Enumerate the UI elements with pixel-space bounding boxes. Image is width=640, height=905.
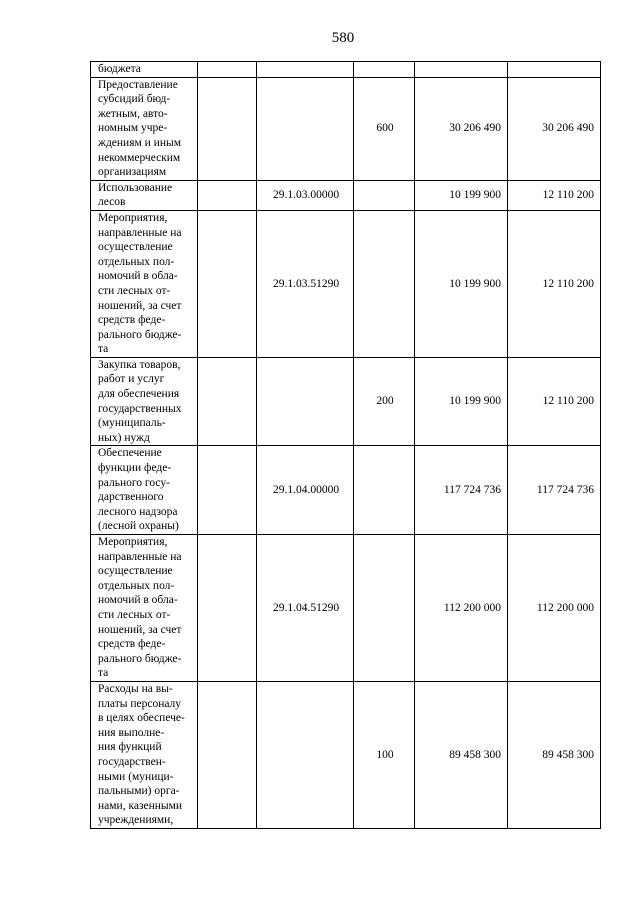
row-vr-cell: [354, 180, 415, 210]
row-sum1-cell: 112 200 000: [415, 535, 508, 682]
row-sum1-cell: 10 199 900: [415, 210, 508, 357]
row-vr-cell: 600: [354, 77, 415, 180]
row-ws-cell: [198, 62, 257, 78]
row-sum1-cell: 117 724 736: [415, 446, 508, 535]
row-name-cell: Использование лесов: [91, 180, 198, 210]
row-vr-cell: 200: [354, 357, 415, 446]
row-code-cell: [257, 357, 354, 446]
table-row: [91, 210, 601, 357]
row-sum1-cell: 89 458 300: [415, 681, 508, 828]
row-ws-cell: [198, 681, 257, 828]
row-name-cell: Мероприятия, направленные на осуществление отдельных пол- номочий в обла- сти лесных от- ношений, за счет средств феде- рального бюдже- та: [91, 535, 198, 682]
table-row: [91, 62, 601, 78]
table-row: [91, 77, 601, 180]
table-row: [91, 681, 601, 828]
row-vr-cell: [354, 446, 415, 535]
table-row: [91, 357, 601, 446]
page-number: 580: [331, 30, 355, 46]
row-ws-cell: [198, 180, 257, 210]
row-sum2-cell: 12 110 200: [508, 357, 601, 446]
row-code-cell: 29.1.03.00000: [257, 180, 354, 210]
table-row: [91, 535, 601, 682]
row-sum2-cell: 117 724 736: [508, 446, 601, 535]
row-ws-cell: [198, 446, 257, 535]
row-ws-cell: [198, 535, 257, 682]
row-name-cell: Предоставление субсидий бюд- жетным, авто- номным учре- ждениям и иным некоммерческим организациям: [91, 77, 198, 180]
row-sum2-cell: 12 110 200: [508, 210, 601, 357]
row-ws-cell: [198, 357, 257, 446]
row-name-cell: Закупка товаров, работ и услуг для обеспечения государственных (муниципаль- ных) нужд: [91, 357, 198, 446]
row-vr-cell: 100: [354, 681, 415, 828]
row-sum2-cell: 112 200 000: [508, 535, 601, 682]
row-ws-cell: [198, 77, 257, 180]
row-sum1-cell: [415, 62, 508, 78]
row-code-cell: [257, 77, 354, 180]
table-row: [91, 446, 601, 535]
row-code-cell: [257, 681, 354, 828]
row-sum1-cell: 30 206 490: [415, 77, 508, 180]
row-code-cell: [257, 62, 354, 78]
row-sum2-cell: 30 206 490: [508, 77, 601, 180]
row-name-cell: Мероприятия, направленные на осуществление отдельных пол- номочий в обла- сти лесных от- ношений, за счет средств феде- рального бюдже- та: [91, 210, 198, 357]
row-name-cell: бюджета: [91, 62, 198, 78]
row-sum1-cell: 10 199 900: [415, 357, 508, 446]
row-sum2-cell: [508, 62, 601, 78]
table-row: [91, 180, 601, 210]
budget-table: [90, 61, 601, 829]
row-vr-cell: [354, 535, 415, 682]
row-sum1-cell: 10 199 900: [415, 180, 508, 210]
row-ws-cell: [198, 210, 257, 357]
row-vr-cell: [354, 210, 415, 357]
row-vr-cell: [354, 62, 415, 78]
row-name-cell: Обеспечение функции феде- рального госу- дарственного лесного надзора (лесной охраны): [91, 446, 198, 535]
row-code-cell: 29.1.04.51290: [257, 535, 354, 682]
row-code-cell: 29.1.04.00000: [257, 446, 354, 535]
row-name-cell: Расходы на вы- платы персоналу в целях обеспече- ния выполне- ния функций государствен- ными (муници- пальными) орга- нами, казенными учреждениями,: [91, 681, 198, 828]
row-sum2-cell: 12 110 200: [508, 180, 601, 210]
row-sum2-cell: 89 458 300: [508, 681, 601, 828]
row-code-cell: 29.1.03.51290: [257, 210, 354, 357]
